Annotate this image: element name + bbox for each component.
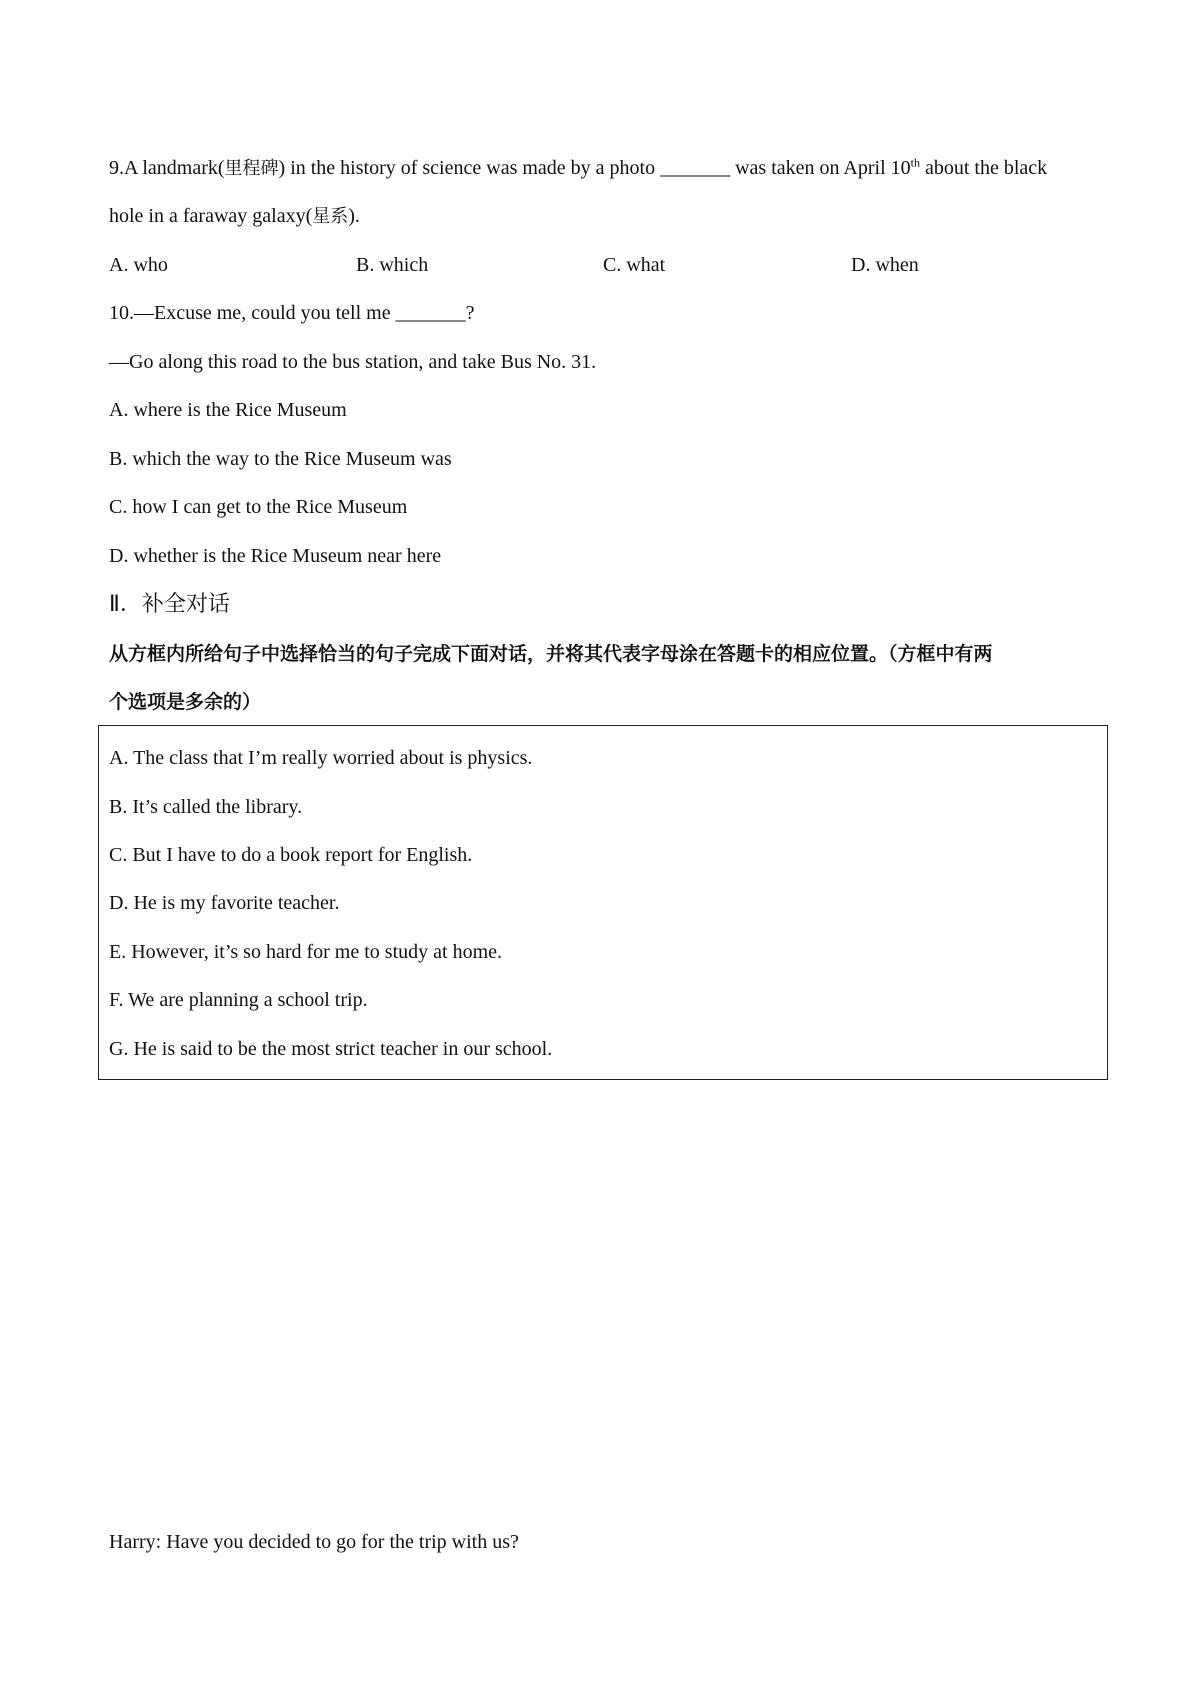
question-10-option-c: C. how I can get to the Rice Museum bbox=[109, 496, 408, 518]
dialog-line-harry: Harry: Have you decided to go for the trip with us? bbox=[109, 1531, 519, 1553]
question-10-prompt: 10.—Excuse me, could you tell me _______? bbox=[109, 302, 475, 324]
question-10-option-a: A. where is the Rice Museum bbox=[109, 399, 347, 421]
question-9-line-2-after: ). bbox=[348, 205, 360, 227]
box-option-e: E. However, it’s so hard for me to study at home. bbox=[109, 941, 503, 963]
question-9-line-1 bbox=[109, 154, 1047, 183]
box-option-c: C. But I have to do a book report for English. bbox=[109, 844, 473, 866]
question-9-line-2-before: hole in a faraway galaxy( bbox=[109, 205, 313, 227]
box-option-d: D. He is my favorite teacher. bbox=[109, 892, 340, 914]
question-9-gloss-galaxy: 星系 bbox=[312, 206, 349, 227]
question-9-option-d: D. when bbox=[851, 254, 919, 276]
box-option-f: F. We are planning a school trip. bbox=[109, 989, 368, 1011]
section-title: Ⅱ．补全对话 bbox=[109, 592, 230, 617]
question-9-gloss-landmark: 里程碑 bbox=[224, 158, 279, 179]
question-9-option-c: C. what bbox=[603, 254, 666, 276]
question-9-text-mid: ) in the history of science was made by a photo _______ was taken on April 10 bbox=[278, 157, 911, 179]
box-option-a: A. The class that I’m really worried about is physics. bbox=[109, 747, 533, 769]
section-instruction-line-1: 从方框内所给句子中选择恰当的句子完成下面对话，并将其代表字母涂在答题卡的相应位置。（方框中有两 bbox=[109, 643, 993, 665]
section-instruction-line-2: 个选项是多余的） bbox=[109, 691, 262, 713]
question-10-reply: —Go along this road to the bus station, and take Bus No. 31. bbox=[109, 351, 597, 373]
question-9-superscript: th bbox=[910, 155, 920, 170]
question-9-number: 9. bbox=[109, 157, 124, 179]
question-9-option-b: B. which bbox=[356, 254, 429, 276]
question-9-line-2 bbox=[109, 202, 360, 231]
question-10-option-b: B. which the way to the Rice Museum was bbox=[109, 448, 452, 470]
options-box bbox=[98, 725, 1108, 1080]
question-9-option-a: A. who bbox=[109, 254, 168, 276]
box-option-g: G. He is said to be the most strict teacher in our school. bbox=[109, 1038, 553, 1060]
question-10-option-d: D. whether is the Rice Museum near here bbox=[109, 545, 442, 567]
question-9-text-after: about the black bbox=[919, 157, 1048, 179]
box-option-b: B. It’s called the library. bbox=[109, 796, 303, 818]
question-9-text-before: A landmark( bbox=[124, 157, 225, 179]
